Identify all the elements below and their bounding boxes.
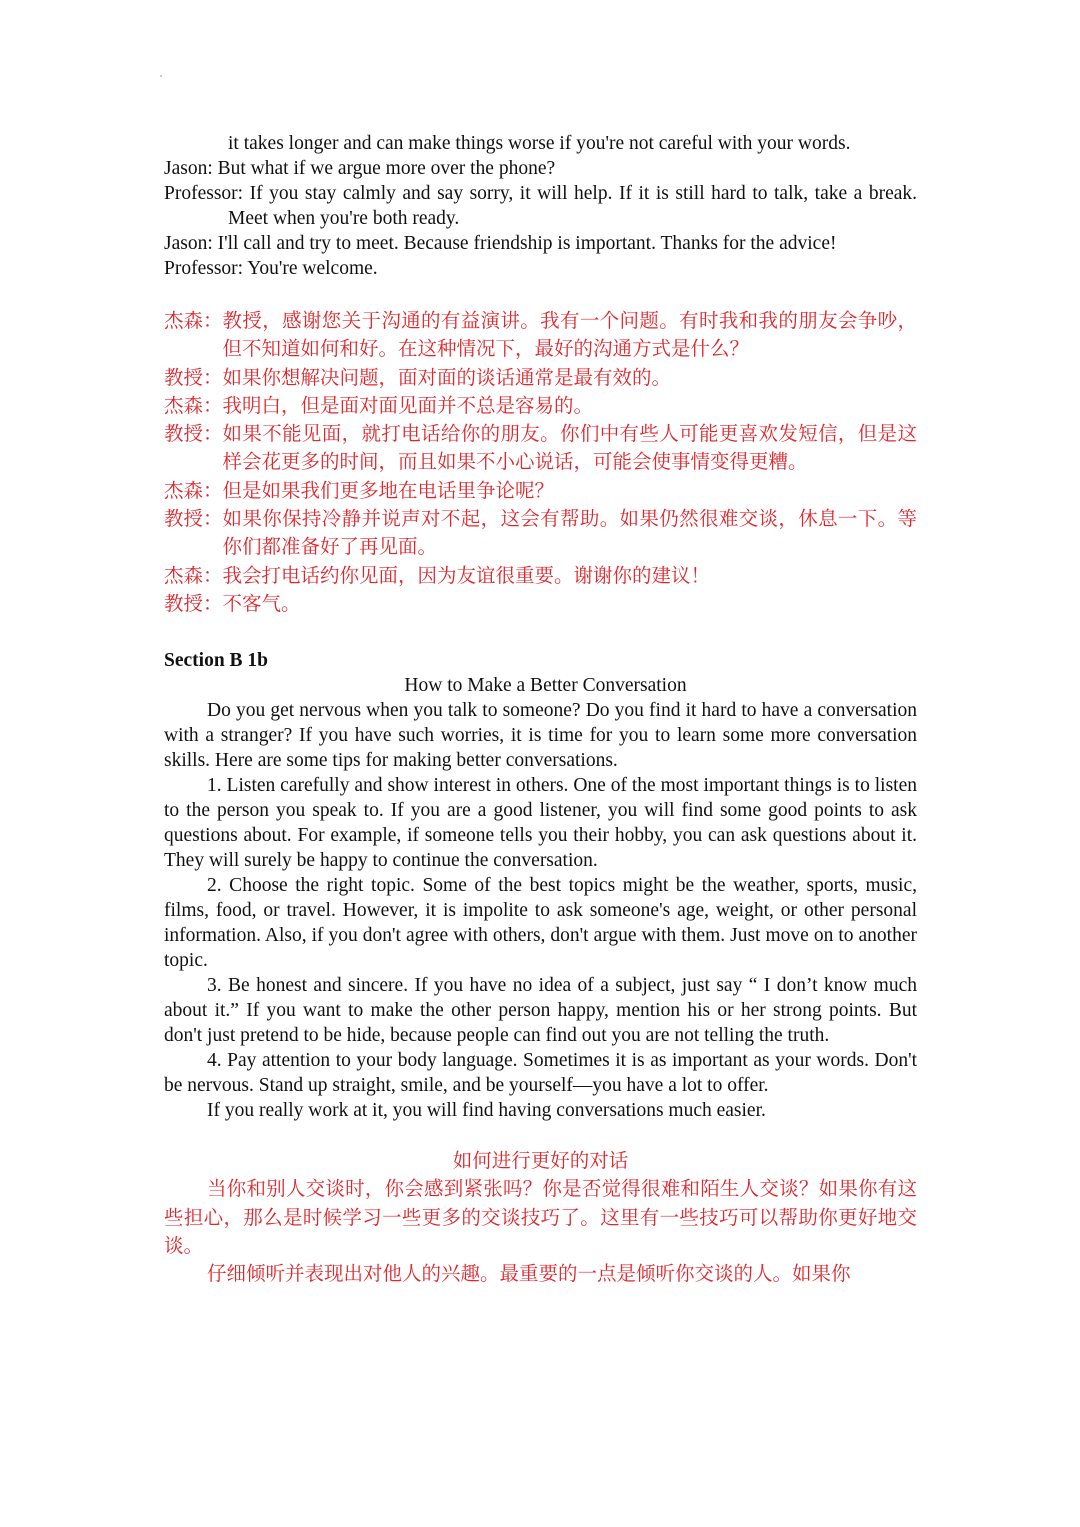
zh-dialogue-line	[164, 392, 917, 420]
zh-speaker-name: 杰森：	[164, 563, 223, 587]
zh-dialogue-line	[164, 364, 917, 392]
dialogue-chinese	[164, 307, 917, 618]
article-paragraph: Do you get nervous when you talk to someone? Do you find it hard to have a conversation with a stranger? If you have such worries, it is time for you to learn some more conversation skills. Here are some tips for making better conversations.	[164, 700, 917, 772]
zh-dialogue-line	[164, 307, 917, 364]
dialogue-line	[164, 256, 917, 281]
dialogue-line	[164, 231, 917, 256]
translation-paragraph: 仔细倾听并表现出对他人的兴趣。最重要的一点是倾听你交谈的人。如果你	[207, 1262, 851, 1286]
section-heading: Section B 1b	[164, 650, 269, 672]
dialogue-text: it takes longer and can make things worse if you're not careful with your words.	[228, 133, 851, 154]
speaker-name: Jason:	[164, 233, 213, 254]
dialogue-line-continuation	[164, 131, 917, 156]
zh-dialogue-text: 我会打电话约你见面，因为友谊很重要。谢谢你的建议！	[222, 563, 711, 587]
zh-speaker-name: 教授：	[164, 591, 223, 615]
zh-dialogue-text: 教授，感谢您关于沟通的有益演讲。我有一个问题。有时我和我的朋友会争吵，但不知道如何和好。在这种情况下，最好的沟通方式是什么？	[222, 309, 917, 361]
zh-dialogue-line	[164, 590, 917, 618]
article-paragraph: 4. Pay attention to your body language. Sometimes it is as important as your words. Don't be nervous. Stand up straight, smile, and be yourself—you have a lot to offer.	[164, 1050, 917, 1097]
zh-speaker-name: 杰森：	[164, 478, 223, 502]
zh-dialogue-line	[164, 562, 917, 590]
dialogue-text: But what if we argue more over the phone?	[217, 158, 556, 179]
article-paragraph: If you really work at it, you will find having conversations much easier.	[207, 1100, 766, 1122]
zh-dialogue-line	[164, 420, 917, 477]
scan-dot	[160, 75, 162, 77]
dialogue-line	[164, 181, 917, 231]
article-paragraph: 3. Be honest and sincere. If you have no idea of a subject, just say “ I don’t know much about it.” If you want to make the other person happy, mention his or her strong points. But don't just pretend to be hide, because people can find out you are not telling the truth.	[164, 975, 917, 1047]
page-content	[164, 131, 917, 1288]
zh-speaker-name: 杰森：	[164, 309, 223, 332]
zh-speaker-name: 教授：	[164, 422, 223, 446]
dialogue-text: If you stay calmly and say sorry, it will help. If it is still hard to talk, take a break. Meet when you're both ready.	[228, 183, 918, 229]
zh-dialogue-text: 如果你保持冷静并说声对不起，这会有帮助。如果仍然很难交谈，休息一下。等你们都准备好了再见面。	[222, 507, 917, 559]
article-title: How to Make a Better Conversation	[404, 675, 687, 697]
dialogue-line	[164, 156, 917, 181]
zh-dialogue-line	[164, 505, 917, 562]
translation-paragraph: 当你和别人交谈时，你会感到紧张吗？你是否觉得很难和陌生人交谈？如果你有这些担心，那么是时候学习一些更多的交谈技巧了。这里有一些技巧可以帮助你更好地交谈。	[164, 1177, 917, 1257]
spacer	[164, 618, 917, 648]
zh-speaker-name: 杰森：	[164, 393, 223, 417]
speaker-name: Professor:	[164, 183, 244, 204]
article-paragraph: 1. Listen carefully and show interest in others. One of the most important things is to listen to the person you speak to. If you are a good listener, you will find some good points to ask questions about. For example, if someone tells you their hobby, you can ask questions about it. They will surely be happy to continue the conversation.	[164, 775, 917, 872]
zh-dialogue-text: 如果你想解决问题，面对面的谈话通常是最有效的。	[222, 365, 672, 389]
article-paragraph: 2. Choose the right topic. Some of the best topics might be the weather, sports, music, films, food, or travel. However, it is impolite to ask someone's age, weight, or other personal information. Also, if you don't agree with others, don't argue with them. Just move on to another topic.	[164, 875, 917, 972]
zh-dialogue-text: 如果不能见面，就打电话给你的朋友。你们中有些人可能更喜欢发短信，但是这样会花更多的时间，而且如果不小心说话，可能会使事情变得更糟。	[222, 422, 917, 474]
speaker-name: Jason:	[164, 158, 213, 179]
zh-speaker-name: 教授：	[164, 507, 223, 531]
zh-dialogue-line	[164, 477, 917, 505]
dialogue-text: You're welcome.	[247, 258, 378, 279]
dialogue-text: I'll call and try to meet. Because friendship is important. Thanks for the advice!	[217, 233, 837, 254]
dialogue-english	[164, 131, 917, 281]
zh-speaker-name: 教授：	[164, 365, 223, 389]
zh-dialogue-text: 但是如果我们更多地在电话里争论呢？	[222, 478, 555, 502]
translation-title: 如何进行更好的对话	[452, 1149, 629, 1173]
spacer	[164, 281, 917, 307]
zh-dialogue-text: 我明白，但是面对面见面并不总是容易的。	[222, 393, 594, 417]
zh-dialogue-text: 不客气。	[222, 591, 301, 615]
speaker-name: Professor:	[164, 258, 244, 279]
spacer	[164, 1123, 917, 1147]
